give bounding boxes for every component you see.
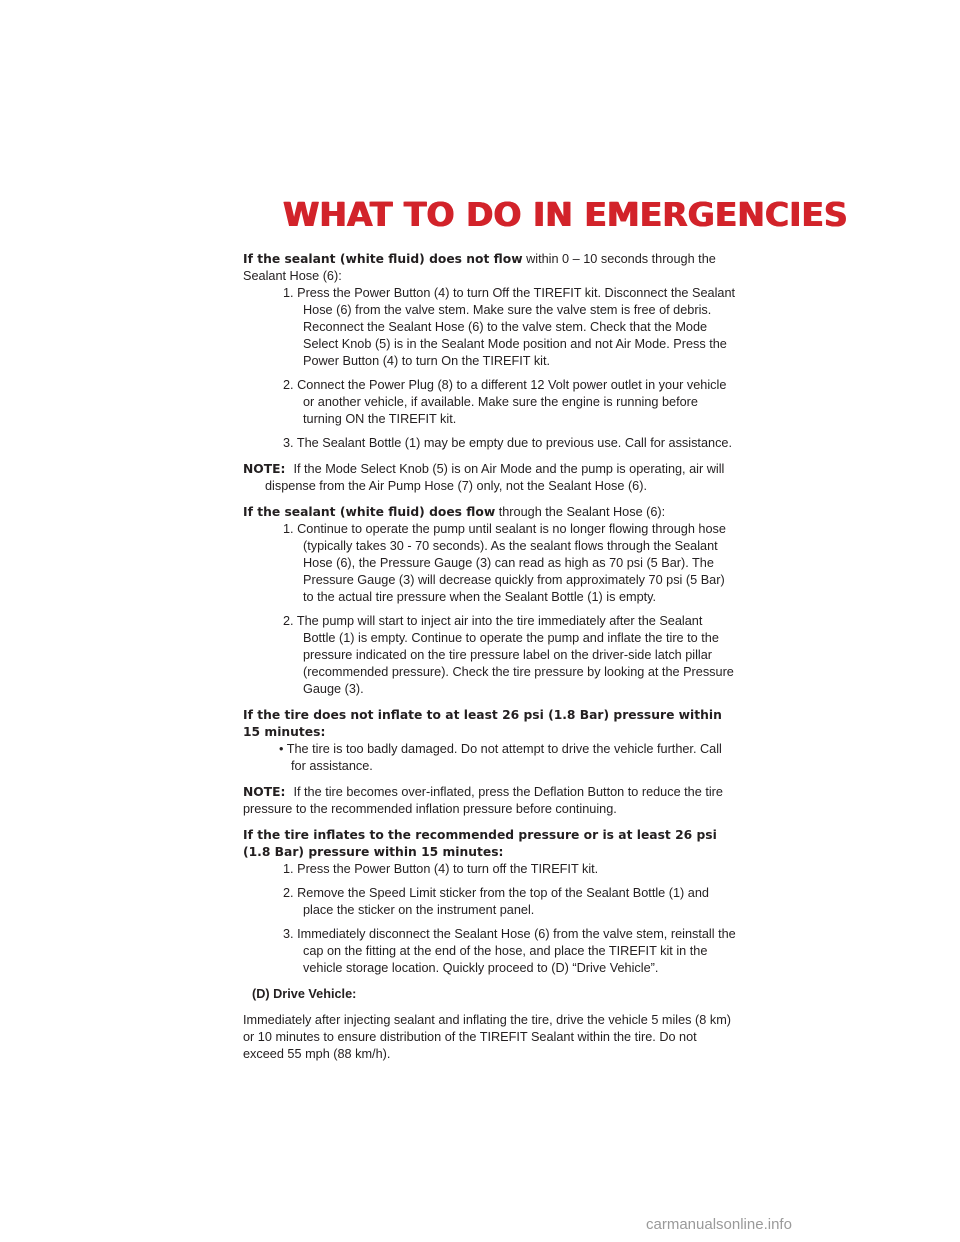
drive-vehicle-heading-text: (D) Drive Vehicle: bbox=[252, 987, 357, 1001]
sealant-flow-text: through the Sealant Hose (6): bbox=[495, 505, 666, 519]
site-watermark: carmanualsonline.info bbox=[646, 1216, 792, 1233]
list-item: 1. Continue to operate the pump until sealant is no longer flowing through hose (typically takes 30 - 70 seconds). As the sealant flows through the Sealant Hose (6), the Pressure Gauge (3) can read as high as 70 psi (5 Bar). The Pressure Gauge (3) will decrease quickly from approximately 70 psi (5 Bar) to the actual tire pressure when the Sealant Bottle (1) is empty. bbox=[283, 522, 726, 604]
list-item: 2. Remove the Speed Limit sticker from the top of the Sealant Bottle (1) and place the sticker on the instrument panel. bbox=[283, 886, 709, 917]
list-item: 2. The pump will start to inject air into the tire immediately after the Sealant Bottle (1) is empty. Continue to operate the pump and inflate the tire to the pressure indicated on the tire pressure label on the driver-side latch pillar (recommended pressure). Check the tire pressure by looking at the Pressure Gauge (3). bbox=[283, 614, 734, 696]
no-inflate-list bbox=[243, 741, 738, 775]
note-label: NOTE: bbox=[243, 462, 286, 476]
note-label: NOTE: bbox=[243, 785, 286, 799]
list-item: 1. Press the Power Button (4) to turn off the TIREFIT kit. bbox=[283, 862, 599, 876]
list-item: 1. Press the Power Button (4) to turn Off the TIREFIT kit. Disconnect the Sealant Hose (6) from the valve stem. Make sure the valve stem is free of debris. Reconnect the Sealant Hose (6) to the valve stem. Check that the Mode Select Knob (5) is in the Sealant Mode position and not Air Mode. Press the Power Button (4) to turn On the TIREFIT kit. bbox=[283, 286, 736, 368]
sealant-no-flow-intro bbox=[243, 251, 738, 285]
sealant-flow-heading: If the sealant (white fluid) does flow bbox=[243, 505, 496, 519]
drive-vehicle-text: Immediately after injecting sealant and inflating the tire, drive the vehicle 5 miles (8 km) or 10 minutes to ensure distribution of the TIREFIT Sealant within the tire. Do not exceed 55 mph (88 km/h). bbox=[243, 1013, 731, 1061]
note-text: If the tire becomes over-inflated, press the Deflation Button to reduce the tire pressure to the recommended inflation pressure before continuing. bbox=[243, 785, 723, 816]
note-over-inflated bbox=[243, 784, 738, 818]
no-inflate-heading: If the tire does not inflate to at least 26 psi (1.8 Bar) pressure within 15 minutes: bbox=[243, 708, 722, 739]
sealant-no-flow-heading: If the sealant (white fluid) does not flow bbox=[243, 252, 523, 266]
note-text: If the Mode Select Knob (5) is on Air Mode and the pump is operating, air will dispense from the Air Pump Hose (7) only, not the Sealant Hose (6). bbox=[265, 462, 725, 493]
inflates-heading: If the tire inflates to the recommended pressure or is at least 26 psi (1.8 Bar) pressure within 15 minutes: bbox=[243, 828, 717, 859]
sealant-flow-intro bbox=[243, 504, 738, 521]
list-item: 3. The Sealant Bottle (1) may be empty due to previous use. Call for assistance. bbox=[283, 436, 732, 450]
drive-vehicle-heading bbox=[243, 986, 738, 1003]
list-item: 3. Immediately disconnect the Sealant Hose (6) from the valve stem, reinstall the cap on the fitting at the end of the hose, and place the TIREFIT kit in the vehicle storage location. Quickly proceed to (D) “Drive Vehicle”. bbox=[283, 927, 736, 975]
note-air-mode bbox=[243, 461, 738, 495]
list-item: 2. Connect the Power Plug (8) to a different 12 Volt power outlet in your vehicle or another vehicle, if available. Make sure the engine is running before turning ON the TIREFIT kit. bbox=[283, 378, 727, 426]
page-content bbox=[243, 251, 738, 1063]
sealant-flow-steps bbox=[243, 521, 738, 698]
page-title: WHAT TO DO IN EMERGENCIES bbox=[283, 195, 848, 234]
list-item: • The tire is too badly damaged. Do not attempt to drive the vehicle further. Call for assistance. bbox=[279, 742, 722, 773]
sealant-no-flow-steps bbox=[243, 285, 738, 452]
inflates-steps bbox=[243, 861, 738, 977]
sealant-no-flow-text: within 0 – 10 seconds through the Sealant Hose (6): bbox=[243, 252, 716, 283]
